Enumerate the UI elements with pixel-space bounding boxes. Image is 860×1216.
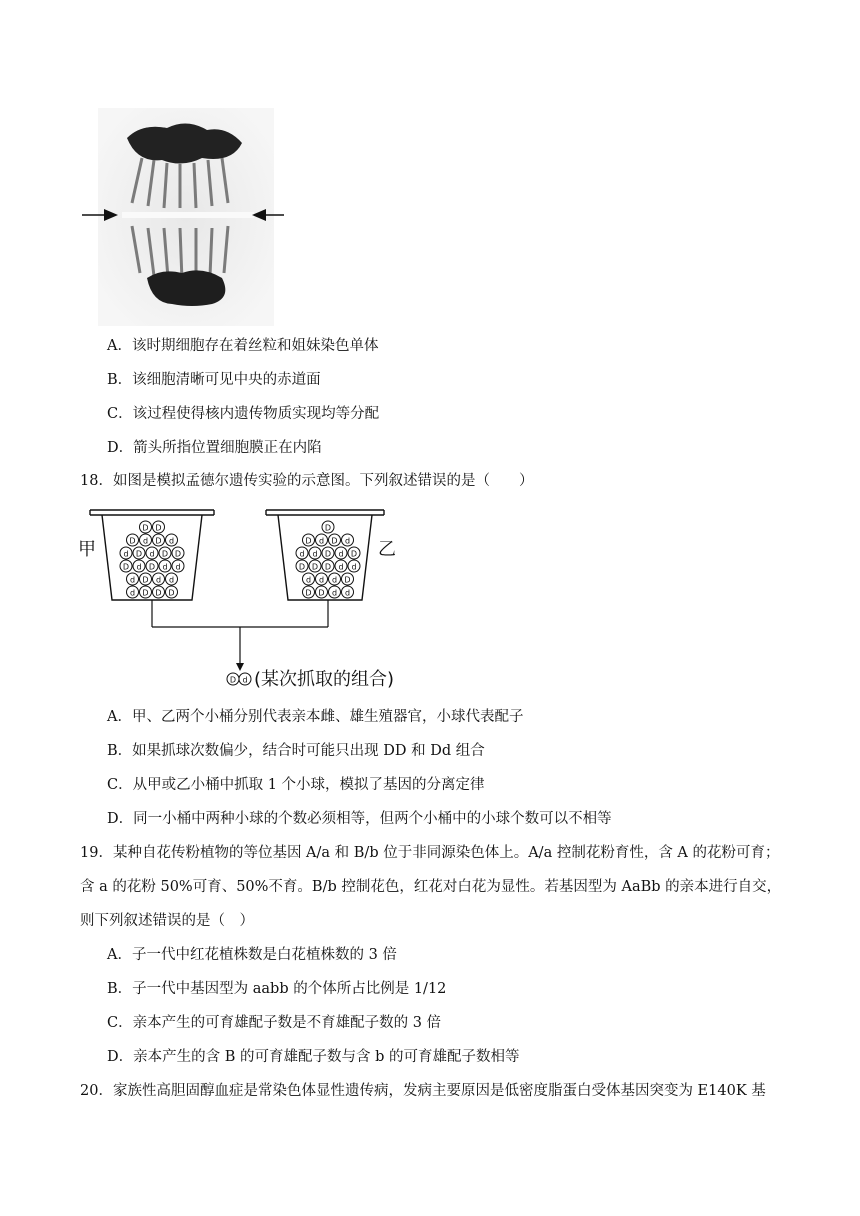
ball-label: d	[162, 562, 168, 572]
bucket-yi-label: 乙	[378, 539, 396, 560]
ball-label: D	[148, 562, 156, 572]
bucket-jia-balls	[120, 521, 184, 598]
ball-label: D	[305, 588, 312, 598]
result-caption: (某次抓取的组合)	[254, 669, 395, 690]
ball-label: D	[311, 562, 319, 572]
ball-label: d	[305, 575, 312, 585]
svg-text:d: d	[242, 675, 248, 685]
ball-label: d	[149, 549, 155, 559]
ball-label: d	[318, 575, 325, 585]
ball-label: d	[331, 588, 338, 598]
q19-option-c: C．亲本产生的可育雄配子数是不育雄配子数的 3 倍	[107, 1015, 442, 1031]
ball-label: D	[142, 588, 149, 598]
q18-option-a: A．甲、乙两个小桶分别代表亲本雌、雄生殖器官，小球代表配子	[107, 709, 524, 725]
ball-label: D	[168, 588, 175, 598]
q19-option-a: A．子一代中红花植株数是白花植株数的 3 倍	[107, 947, 397, 963]
ball-label: d	[155, 575, 162, 585]
ball-label: D	[344, 575, 351, 585]
q19-stem-line-1: 19．某种自花传粉植物的等位基因 A/a 和 B/b 位于非同源染色体上。A/a 控制花粉育性，含 A 的花粉可育；	[80, 845, 780, 861]
ball-label: D	[155, 536, 162, 546]
bucket-yi-balls	[296, 521, 360, 598]
ball-label: d	[338, 549, 344, 559]
ball-label: D	[174, 549, 182, 559]
q17-option-a: A．该时期细胞存在着丝粒和姐妹染色单体	[107, 338, 379, 354]
ball-label: D	[122, 562, 130, 572]
ball-label: d	[331, 575, 338, 585]
ball-label: d	[344, 536, 351, 546]
ball-label: d	[344, 588, 351, 598]
ball-label: d	[351, 562, 357, 572]
ball-label: d	[175, 562, 181, 572]
ball-label: D	[324, 562, 332, 572]
ball-label: D	[324, 523, 332, 533]
ball-label: D	[155, 588, 162, 598]
ball-label: d	[299, 549, 305, 559]
ball-label: d	[168, 536, 175, 546]
q18-option-d: D．同一小桶中两种小球的个数必须相等，但两个小桶中的小球个数可以不相等	[107, 811, 612, 827]
ball-label: d	[312, 549, 318, 559]
q17-option-b: B．该细胞清晰可见中央的赤道面	[107, 372, 321, 388]
ball-label: d	[318, 536, 325, 546]
ball-label: D	[298, 562, 306, 572]
result-balls	[227, 673, 251, 685]
ball-label: D	[142, 523, 149, 533]
ball-label: d	[142, 536, 149, 546]
ball-label: D	[142, 575, 149, 585]
ball-label: d	[168, 575, 175, 585]
q17-option-c: C．该过程使得核内遗传物质实现均等分配	[107, 406, 380, 422]
ball-label: D	[129, 536, 136, 546]
ball-label: d	[136, 562, 142, 572]
svg-text:D: D	[229, 675, 237, 685]
q18-stem: 18．如图是模拟孟德尔遗传实验的示意图。下列叙述错误的是（ ）	[80, 473, 534, 489]
q19-option-d: D．亲本产生的含 B 的可育雄配子数与含 b 的可育雄配子数相等	[107, 1049, 520, 1065]
ball-label: d	[129, 575, 136, 585]
q18-option-c: C．从甲或乙小桶中抓取 1 个小球，模拟了基因的分离定律	[107, 777, 485, 793]
cell-division-micrograph	[82, 108, 292, 326]
ball-label: d	[129, 588, 136, 598]
ball-label: D	[331, 536, 338, 546]
ball-label: d	[123, 549, 129, 559]
mendel-bucket-figure	[78, 505, 438, 695]
ball-label: d	[338, 562, 344, 572]
q17-option-d: D．箭头所指位置细胞膜正在内陷	[107, 440, 322, 456]
ball-label: D	[305, 536, 312, 546]
q18-option-b: B．如果抓球次数偏少，结合时可能只出现 DD 和 Dd 组合	[107, 743, 485, 759]
q19-option-b: B．子一代中基因型为 aabb 的个体所占比例是 1/12	[107, 981, 447, 997]
ball-label: D	[161, 549, 169, 559]
ball-label: D	[350, 549, 358, 559]
q20-stem: 20．家族性高胆固醇血症是常染色体显性遗传病，发病主要原因是低密度脂蛋白受体基因突变为 E140K 基	[80, 1083, 766, 1099]
bucket-jia-label: 甲	[78, 539, 96, 560]
ball-label: D	[155, 523, 162, 533]
q19-stem-line-2: 含 a 的花粉 50%可育、50%不育。B/b 控制花色，红花对白花为显性。若基因型为 AaBb 的亲本进行自交，	[80, 879, 782, 895]
q19-stem-line-3: 则下列叙述错误的是（ ）	[80, 913, 254, 929]
ball-label: D	[318, 588, 325, 598]
ball-label: D	[135, 549, 143, 559]
ball-label: D	[324, 549, 332, 559]
